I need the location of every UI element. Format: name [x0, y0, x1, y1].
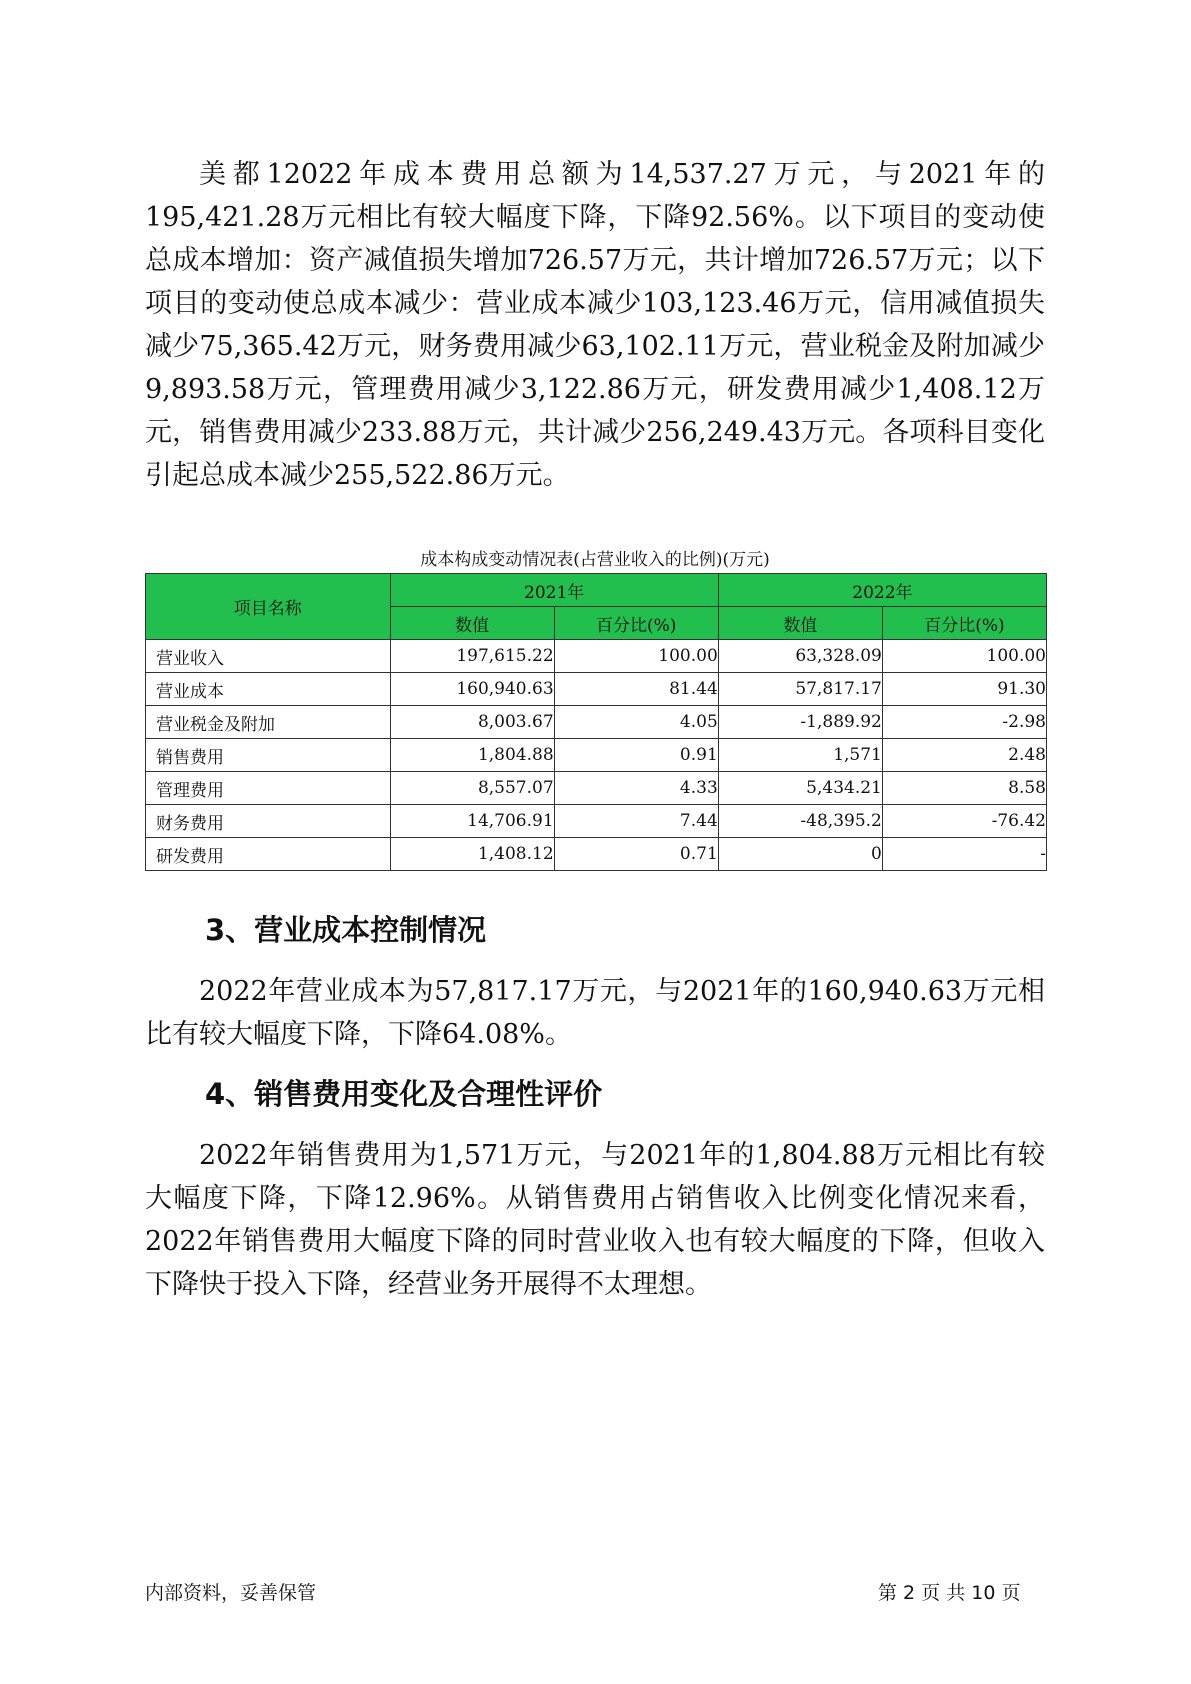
section-heading-4: 4、销售费用变化及合理性评价 — [205, 1077, 603, 1111]
pct-2022: -2.98 — [882, 706, 1046, 739]
pct-2021: 0.71 — [554, 838, 718, 871]
value-2022: 63,328.09 — [718, 640, 882, 673]
value-2021: 1,408.12 — [390, 838, 554, 871]
pct-2022: 2.48 — [882, 739, 1046, 772]
pct-2022: 8.58 — [882, 772, 1046, 805]
pct-2021: 81.44 — [554, 673, 718, 706]
table-row — [146, 739, 1047, 772]
row-name: 管理费用 — [146, 772, 391, 805]
value-2022: 5,434.21 — [718, 772, 882, 805]
row-name: 研发费用 — [146, 838, 391, 871]
cost-structure-table — [145, 573, 1047, 871]
value-2022: 57,817.17 — [718, 673, 882, 706]
header-item-name: 项目名称 — [146, 574, 391, 640]
value-2022: -1,889.92 — [718, 706, 882, 739]
value-2021: 1,804.88 — [390, 739, 554, 772]
header-value-2022: 数值 — [718, 607, 882, 640]
pct-2022: 91.30 — [882, 673, 1046, 706]
header-year-2022: 2022年 — [718, 574, 1046, 607]
pct-2022: -76.42 — [882, 805, 1046, 838]
paragraph-sales-expense: 2022年销售费用为1,571万元，与2021年的1,804.88万元相比有较大幅度下降，下降12.96%。从销售费用占销售收入比例变化情况来看，2022年销售费用大幅度下降的同时营业收入也有较大幅度的下降，但收入下降快于投入下降，经营业务开展得不太理想。 — [145, 1140, 1045, 1300]
row-name: 财务费用 — [146, 805, 391, 838]
paragraph-cost-summary: 美都12022年成本费用总额为14,537.27万元，与2021年的195,421.28万元相比有较大幅度下降，下降92.56%。以下项目的变动使总成本增加：资产减值损失增加726.57万元，共计增加726.57万元；以下项目的变动使总成本减少：营业成本减少103,123.46万元，信用减值损失减少75,365.42万元，财务费用减少63,102.11万元，营业税金及附加减少9,893.58万元，管理费用减少3,122.86万元，研发费用减少1,408.12万元，销售费用减少233.88万元，共计减少256,249.43万元。各项科目变化引起总成本减少255,522.86万元。 — [145, 159, 1045, 491]
value-2021: 8,557.07 — [390, 772, 554, 805]
value-2021: 197,615.22 — [390, 640, 554, 673]
value-2021: 8,003.67 — [390, 706, 554, 739]
section-heading-3: 3、营业成本控制情况 — [205, 913, 487, 947]
row-name: 营业收入 — [146, 640, 391, 673]
paragraph-operating-cost: 2022年营业成本为57,817.17万元，与2021年的160,940.63万元相比有较大幅度下降，下降64.08%。 — [145, 976, 1045, 1050]
pct-2022: 100.00 — [882, 640, 1046, 673]
value-2021: 160,940.63 — [390, 673, 554, 706]
table-row — [146, 838, 1047, 871]
table-row — [146, 772, 1047, 805]
header-value-2021: 数值 — [390, 607, 554, 640]
value-2022: 0 — [718, 838, 882, 871]
table-row — [146, 640, 1047, 673]
pct-2021: 4.05 — [554, 706, 718, 739]
table-row — [146, 673, 1047, 706]
footer-confidential-note: 内部资料，妥善保管 — [145, 1582, 317, 1604]
row-name: 营业成本 — [146, 673, 391, 706]
pct-2021: 100.00 — [554, 640, 718, 673]
pct-2022: - — [882, 838, 1046, 871]
pct-2021: 4.33 — [554, 772, 718, 805]
value-2022: 1,571 — [718, 739, 882, 772]
header-year-2021: 2021年 — [390, 574, 718, 607]
header-pct-2021: 百分比(%) — [554, 607, 718, 640]
value-2021: 14,706.91 — [390, 805, 554, 838]
table-caption: 成本构成变动情况表(占营业收入的比例)(万元) — [420, 550, 770, 570]
header-pct-2022: 百分比(%) — [882, 607, 1046, 640]
table-row — [146, 706, 1047, 739]
row-name: 销售费用 — [146, 739, 391, 772]
value-2022: -48,395.2 — [718, 805, 882, 838]
footer-page-number: 第 2 页 共 10 页 — [878, 1582, 1021, 1604]
row-name: 营业税金及附加 — [146, 706, 391, 739]
table-row — [146, 805, 1047, 838]
pct-2021: 7.44 — [554, 805, 718, 838]
pct-2021: 0.91 — [554, 739, 718, 772]
